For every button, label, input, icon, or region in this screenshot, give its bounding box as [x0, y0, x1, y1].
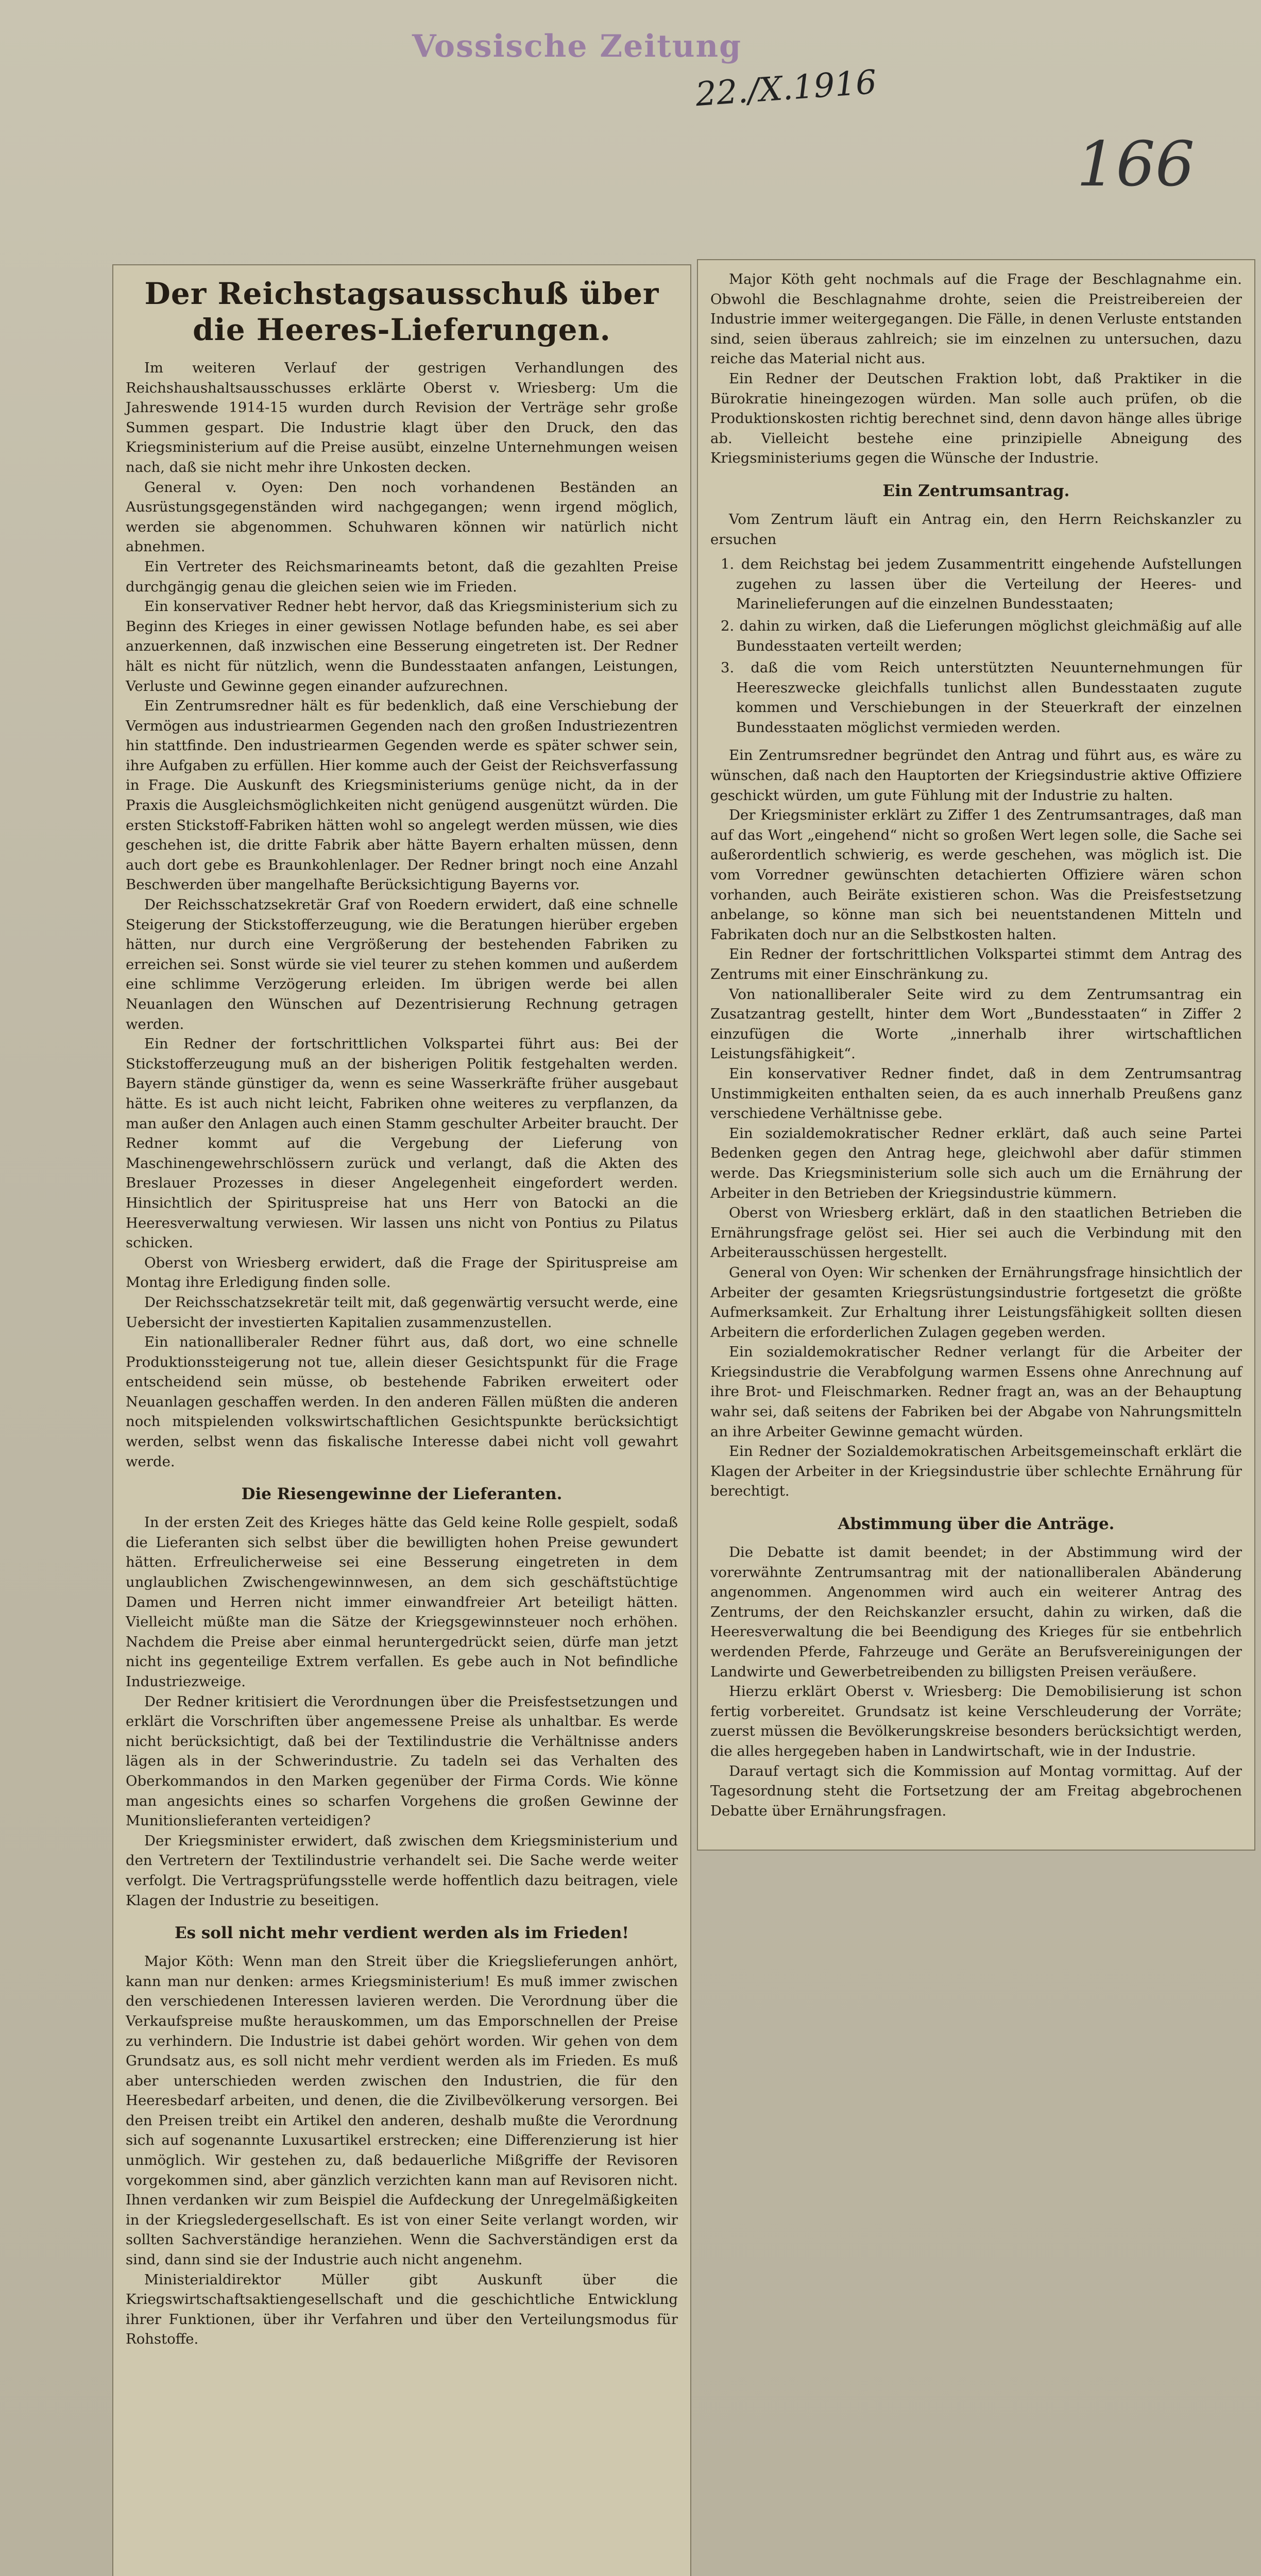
- paragraph: General von Oyen: Wir schenken der Ernährungsfrage hinsichtlich der Arbeiter der gesamten Kriegsrüstungsindustrie fortgesetzt die größte Aufmerksamkeit. Zur Erhaltung ihrer Leistungsfähigkeit sollten diesen Arbeitern die erforderlichen Zulagen gegeben werden.: [710, 1264, 1242, 1341]
- paragraph: General v. Oyen: Den noch vorhandenen Beständen an Ausrüstungsgegenständen wird nachgegangen; wenn irgend möglich, werden sie abgenommen. Schuhwaren können wir natürlich nicht abnehmen.: [126, 479, 678, 555]
- paragraph: Ein konservativer Redner hebt hervor, daß das Kriegsministerium sich zu Beginn des Krieges in einer gewissen Notlage befunden habe, es sei aber anzuerkennen, daß inzwischen eine Besserung eingetreten ist. Der Redner hält es nicht für nützlich, wenn die Bundesstaaten anfangen, Leistungen, Verluste und Gewinne gegen einander aufzurechnen.: [126, 598, 678, 694]
- paragraph: Oberst von Wriesberg erklärt, daß in den staatlichen Betrieben die Ernährungsfrage gelöst sei. Hier sei auch die Verbindung mit den Arbeiterausschüssen hergestellt.: [710, 1205, 1242, 1261]
- paragraph: Im weiteren Verlauf der gestrigen Verhandlungen des Reichshaushaltsausschusses erklärte Oberst v. Wriesberg: Um die Jahreswende 1914-15 wurden durch Revision der Verträge sehr große Summen gespart. Die Industrie klagt über den Druck, den das Kriegsministerium auf die Preise ausübt, einzelne Unternehmungen weisen nach, daß sie nicht mehr ihre Unkosten decken.: [126, 360, 678, 476]
- paragraph: Die Debatte ist damit beendet; in der Abstimmung wird der vorerwähnte Zentrumsantrag mit der nationalliberalen Abänderung angenommen. Angenommen wird auch ein weiterer Antrag des Zentrums, der den Reichskanzler ersucht, dahin zu wirken, daß die Heeresverwaltung die bei Beendigung des Krieges für sie entbehrlich werdenden Pferde, Fahrzeuge und Geräte an Berufsvereinigungen der Landwirte und Gewerbetreibenden zu billigsten Preisen veräußere.: [710, 1544, 1242, 1680]
- paragraph: In der ersten Zeit des Krieges hätte das Geld keine Rolle gespielt, sodaß die Lieferanten sich selbst über die bewilligten hohen Preise gewundert hätten. Erfreulicherweise sei eine Besserung eingetreten in dem unglaublichen Zwischengewinnwesen, an dem sich geschäftstüchtige Damen und Herren nicht immer einwandfreier Art beteiligt hätten. Vielleicht müßte man die Sätze der Kriegsgewinnsteuer noch erhöhen. Nachdem die Preise aber einmal heruntergedrückt seien, dürfe man jetzt nicht ins gegenteilige Extrem verfallen. Es gebe auch in Not befindliche Industriezweige.: [126, 1514, 678, 1690]
- newspaper-stamp: Vossische Zeitung: [412, 28, 742, 64]
- paragraph: Der Reichsschatzsekretär Graf von Roedern erwidert, daß eine schnelle Steigerung der Stickstofferzeugung, wie die Beratungen hierüber ergeben hätten, nur durch eine Vergrößerung der bestehenden Fabriken zu erreichen sei. Sonst würde sie viel teurer zu stehen kommen und außerdem eine schlimme Verzögerung erleiden. Im übrigen werde bei allen Neuanlagen den Wünschen auf Dezentrisierung Rechnung getragen werden.: [126, 896, 678, 1032]
- paragraph: Ein Redner der Deutschen Fraktion lobt, daß Praktiker in die Bürokratie hineingezogen würden. Man solle auch prüfen, ob die Produktionskosten richtig berechnet sind, denn davon hänge alles übrige ab. Vielleicht bestehe eine prinzipielle Abneigung des Kriegsministeriums gegen die Wünsche der Industrie.: [710, 370, 1242, 467]
- right-paragraphs: [710, 269, 1242, 468]
- paragraph: Ein Vertreter des Reichsmarineamts betont, daß die gezahlten Preise durchgängig genau die gleichen seien wie im Frieden.: [126, 558, 678, 595]
- section2-paragraphs: [126, 1513, 678, 1910]
- right-paragraphs-3: [710, 1543, 1242, 1821]
- left-paragraphs: [126, 358, 678, 1471]
- list-item: 3. daß die vom Reich unterstützten Neuunternehmungen für Heereszwecke gleichfalls tunlichst allen Bundesstaaten zugute kommen und Verschiebungen in der Steuerkraft der einzelnen Bundesstaaten möglichst vermieden werden.: [721, 659, 1242, 736]
- section-heading: Die Riesengewinne der Lieferanten.: [241, 1485, 563, 1504]
- clipping-left-column: [113, 265, 690, 2576]
- paragraph: Von nationalliberaler Seite wird zu dem Zentrumsantrag ein Zusatzantrag gestellt, hinter dem Wort „Bundesstaaten“ in Ziffer 2 einzufügen die Worte „innerhalb ihrer wirtschaftlichen Leistungsfähigkeit“.: [710, 986, 1242, 1062]
- section-heading: Ein Zentrumsantrag.: [882, 481, 1070, 500]
- paragraph: Ein konservativer Redner findet, daß in dem Zentrumsantrag Unstimmigkeiten enthalten seien, da es auch innerhalb Preußens ganz verschiedene Verhältnisse gebe.: [710, 1065, 1242, 1122]
- paragraph: Darauf vertagt sich die Kommission auf Montag vormittag. Auf der Tagesordnung steht die Fortsetzung der am Freitag abgebrochenen Debatte über Ernährungsfragen.: [710, 1762, 1242, 1819]
- article-headline: Der Reichstagsausschuß über die Heeres-Lieferungen.: [144, 276, 659, 347]
- paragraph: Oberst von Wriesberg erwidert, daß die Frage der Spirituspreise am Montag ihre Erledigung finden solle.: [126, 1254, 678, 1291]
- paragraph: Hierzu erklärt Oberst v. Wriesberg: Die Demobilisierung ist schon fertig vorbereitet. Grundsatz ist keine Verschleuderung der Vorräte; zuerst müssen die Bevölkerungskreise besonders berücksichtigt werden, die alles hergegeben haben in Landwirtschaft, wie in der Industrie.: [710, 1683, 1242, 1759]
- clipping-right-column: [698, 260, 1254, 1850]
- paragraph: Ein sozialdemokratischer Redner verlangt für die Arbeiter der Kriegsindustrie die Verabfolgung warmen Essens ohne Anrechnung auf ihre Brot- und Fleischmarken. Redner fragt an, was an der Behauptung wahr sei, daß seitens der Fabriken bei der Abgabe von Nahrungsmitteln an ihre Arbeiter Gewinne gemacht würden.: [710, 1344, 1242, 1440]
- handwritten-number: 166: [1077, 129, 1195, 200]
- paragraph: Ein Zentrumsredner hält es für bedenklich, daß eine Verschiebung der Vermögen aus industriearmen Gegenden nach den großen Industriezentren hin stattfinde. Den industriearmen Gegenden werde es später schwer sein, ihre Aufgaben zu erfüllen. Hier komme auch der Geist der Reichsverfassung in Frage. Die Auskunft des Kriegsministeriums genüge nicht, da in der Praxis die Ausgleichsmöglichkeiten nicht genügend ausgenützt würden. Die ersten Stickstoff-Fabriken hätten wohl so angelegt werden müssen, wie dies geschehen ist, die dritte Fabrik aber hätte Bayern erhalten müssen, denn auch dort gebe es Braunkohlenlager. Der Redner bringt noch eine Anzahl Beschwerden über mangelhafte Berücksichtigung Bayerns vor.: [126, 698, 678, 893]
- handwritten-date: 22./X.1916: [694, 63, 878, 114]
- motion-list: [710, 554, 1242, 737]
- paragraph: Der Kriegsminister erwidert, daß zwischen dem Kriegsministerium und den Vertretern der Textilindustrie verhandelt sei. Die Sache werde weiter verfolgt. Die Vertragsprüfungsstelle werde hoffentlich dazu beitragen, viele Klagen der Industrie zu beseitigen.: [126, 1832, 678, 1909]
- paragraph: Der Kriegsminister erklärt zu Ziffer 1 des Zentrumsantrages, daß man auf das Wort „eingehend“ nicht so großen Wert legen solle, die Sache sei außerordentlich schwierig, es werde geschehen, was möglich ist. Die vom Vorredner gewünschten detachierten Offiziere wären schon vorhanden, auch Beiräte existieren schon. Was die Preisfestsetzung anbelange, so könne man sich bei neuentstandenen Mitteln und Fabrikaten doch nur an die Selbstkosten halten.: [710, 807, 1242, 943]
- paragraph: Major Köth geht nochmals auf die Frage der Beschlagnahme ein. Obwohl die Beschlagnahme drohte, seien die Preistreibereien der Industrie immer weitergegangen. Die Fälle, in denen Verluste entstanden sind, seien überaus zahlreich; sie im einzelnen zu untersuchen, dazu reiche das Material nicht aus.: [710, 271, 1242, 367]
- section3-paragraphs: [126, 1952, 678, 2349]
- section-heading: Abstimmung über die Anträge.: [838, 1515, 1115, 1534]
- paragraph: Major Köth: Wenn man den Streit über die Kriegslieferungen anhört, kann man nur denken: armes Kriegsministerium! Es muß immer zwischen den verschiedenen Interessen lavieren werden. Die Verordnung über die Verkaufspreise mußte herauskommen, um das Emporschnellen der Preise zu verhindern. Die Industrie ist dabei gehört worden. Wir gehen von dem Grundsatz aus, es soll nicht mehr verdient werden als im Frieden. Es muß aber unterschieden werden zwischen den Industrien, die für den Heeresbedarf arbeiten, und denen, die die Zivilbevölkerung versorgen. Bei den Preisen treibt ein Artikel den anderen, deshalb mußte die Verordnung sich auf sogenannte Luxusartikel erstrecken; eine Differenzierung ist hier unmöglich. Wir gestehen zu, daß bedauerliche Mißgriffe der Revisoren vorgekommen sind, aber gänzlich verzichten kann man auf Revisoren nicht. Ihnen verdanken wir zum Beispiel die Aufdeckung der Unregelmäßigkeiten in der Kriegsledergesellschaft. Es ist von einer Seite verlangt worden, wir sollten Sachverständige heranziehen. Wenn die Sachverständigen erst da sind, dann sind sie der Industrie auch nicht angenehm.: [126, 1953, 678, 2268]
- right-paragraphs-2: [710, 745, 1242, 1501]
- list-item: 1. dem Reichstag bei jedem Zusammentritt eingehende Aufstellungen zugehen zu lassen über die Verteilung der Heeres- und Marinelieferungen auf die einzelnen Bundesstaaten;: [721, 556, 1242, 613]
- paragraph: Ein nationalliberaler Redner führt aus, daß dort, wo eine schnelle Produktionssteigerung not tue, allein dieser Gesichtspunkt für die Frage entscheidend sein müsse, ob bestehende Fabriken erweitert oder Neuanlagen geschaffen werden. In den anderen Fällen müßten die anderen noch mitspielenden volkswirtschaftlichen Gesichtspunkte berücksichtigt werden, selbst wenn das fiskalische Interesse dabei nicht voll gewahrt werde.: [126, 1334, 678, 1470]
- section-heading: Es soll nicht mehr verdient werden als im Frieden!: [174, 1924, 629, 1943]
- paragraph: Ministerialdirektor Müller gibt Auskunft über die Kriegswirtschaftsaktiengesellschaft und die geschichtliche Entwicklung ihrer Funktionen, über ihr Verfahren und über den Verteilungsmodus für Rohstoffe.: [126, 2271, 678, 2348]
- paragraph: Ein sozialdemokratischer Redner erklärt, daß auch seine Partei Bedenken gegen den Antrag hege, gleichwohl aber dafür stimmen werde. Das Kriegsministerium solle sich auch um die Ernährung der Arbeiter in den Betrieben der Kriegsindustrie kümmern.: [710, 1125, 1242, 1201]
- paragraph: Ein Redner der Sozialdemokratischen Arbeitsgemeinschaft erklärt die Klagen der Arbeiter in der Kriegsindustrie über schlechte Ernährung für berechtigt.: [710, 1443, 1242, 1500]
- paragraph: Der Redner kritisiert die Verordnungen über die Preisfestsetzungen und erklärt die Vorschriften über angemessene Preise als unhaltbar. Es werde nicht berücksichtigt, daß bei der Textilindustrie die Verhältnisse anders lägen als in der Schwerindustrie. Zu tadeln sei das Verhalten des Oberkommandos in den Marken gegenüber der Firma Cords. Wie könne man angesichts eines so scharfen Vorgehens die großen Gewinne der Munitionslieferanten verteidigen?: [126, 1693, 678, 1829]
- paragraph: Der Reichsschatzsekretär teilt mit, daß gegenwärtig versucht werde, eine Uebersicht der investierten Kapitalien zusammenzustellen.: [126, 1294, 678, 1331]
- paragraph: Ein Redner der fortschrittlichen Volkspartei führt aus: Bei der Stickstofferzeugung muß an der bisherigen Politik festgehalten werden. Bayern stände günstiger da, wenn es seine Wasserkräfte früher ausgebaut hätte. Es ist auch nicht leicht, Fabriken ohne weiteres zu verpflanzen, da man außer den Anlagen auch einen Stamm geschulter Arbeiter braucht. Der Redner kommt auf die Vergebung der Lieferung von Maschinengewehrschlössern zurück und verlangt, daß die Akten des Breslauer Prozesses in dieser Angelegenheit eingefordert werden. Hinsichtlich der Spirituspreise hat uns Herr von Batocki an die Heeresverwaltung verwiesen. Wir lassen uns nicht von Pontius zu Pilatus schicken.: [126, 1036, 678, 1251]
- paragraph: Ein Redner der fortschrittlichen Volkspartei stimmt dem Antrag des Zentrums mit einer Einschränkung zu.: [710, 946, 1242, 982]
- paragraph: Ein Zentrumsredner begründet den Antrag und führt aus, es wäre zu wünschen, daß nach den Hauptorten der Kriegsindustrie aktive Offiziere geschickt würden, um gute Fühlung mit der Industrie zu halten.: [710, 747, 1242, 804]
- list-item: 2. dahin zu wirken, daß die Lieferungen möglichst gleichmäßig auf alle Bundesstaaten verteilt werden;: [721, 617, 1242, 654]
- paragraph: Vom Zentrum läuft ein Antrag ein, den Herrn Reichskanzler zu ersuchen: [710, 511, 1242, 548]
